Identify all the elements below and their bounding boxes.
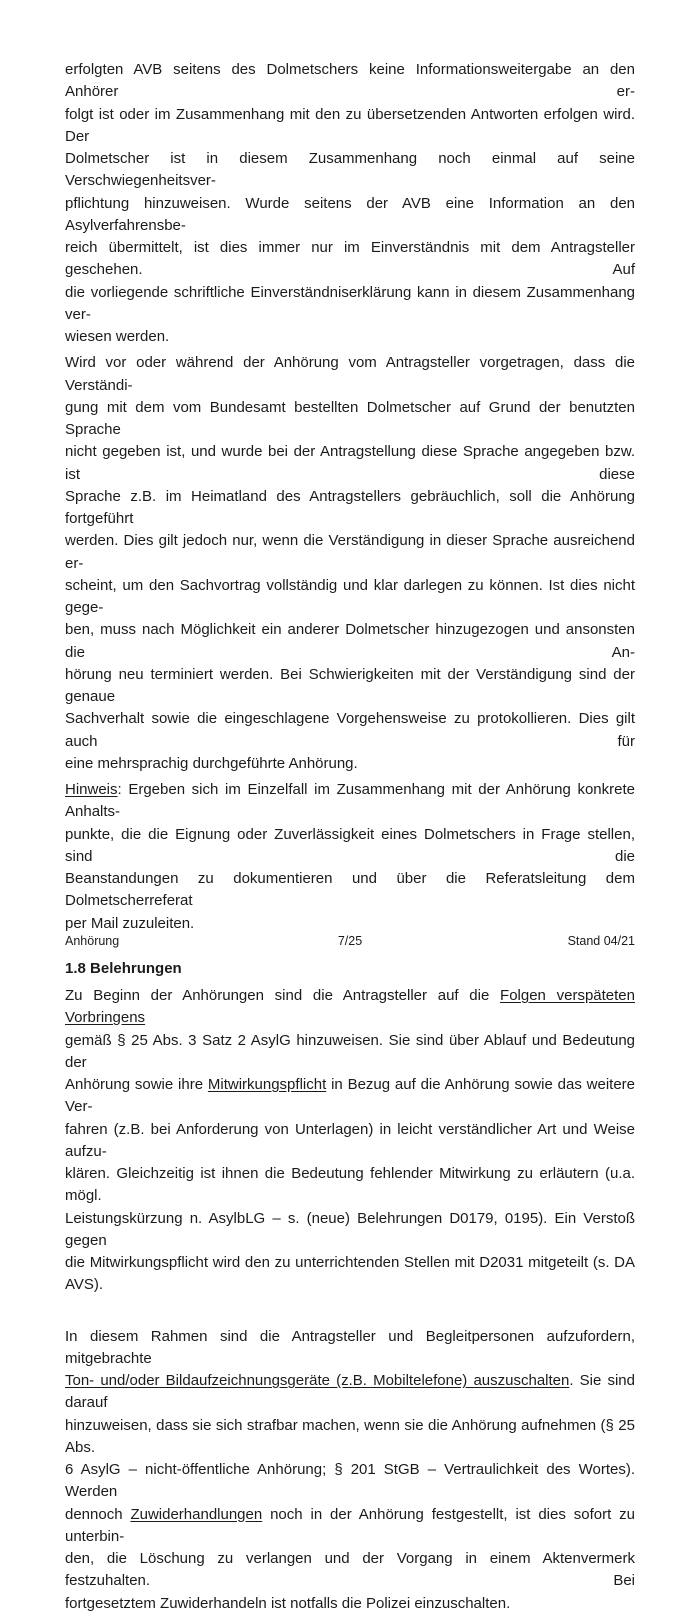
text-segment: scheint, um den Sachvortrag vollständig und klar darlegen zu können. Ist dies nicht gege- — [65, 576, 635, 616]
text-segment: Beanstandungen zu dokumentieren und über die Referatsleitung dem Dolmetscherreferat — [65, 870, 635, 910]
text-line — [65, 1074, 635, 1119]
paragraph-hinweis-dolmetscher-eignung — [65, 779, 635, 935]
underlined-text-segment: Mitwirkungspflicht — [207, 1076, 327, 1093]
text-segment: dennoch — [65, 1505, 131, 1523]
text-line — [65, 1326, 635, 1371]
text-segment: punkte, die die Eignung oder Zuverlässigkeit eines Dolmetschers in Frage stellen, sind die — [65, 825, 635, 865]
text-line — [65, 193, 635, 238]
footer-page-number: 7/25 — [337, 934, 363, 948]
text-segment: in Bezug auf die Anhörung sowie das weitere Ver- — [65, 1076, 635, 1116]
text-line — [65, 575, 635, 620]
text-segment: fahren (z.B. bei Anforderung von Unterlagen) in leicht verständlicher Art und Weise aufzu- — [65, 1120, 635, 1160]
text-segment: Zu Beginn der Anhörungen sind die Antragsteller auf die — [65, 987, 501, 1004]
text-segment: nicht gegeben ist, und wurde bei der Antragstellung diese Sprache angegeben bzw. ist diese — [65, 443, 635, 483]
paragraph-recording-devices — [65, 1326, 635, 1615]
underlined-text-segment: Folgen verspäteten Vorbringens — [65, 987, 635, 1027]
text-line — [65, 1370, 635, 1415]
text-segment: werden. Dies gilt jedoch nur, wenn die Verständigung in dieser Sprache ausreichend er- — [65, 532, 635, 572]
text-segment: wiesen werden. — [65, 328, 170, 345]
paragraph-avb-verschwiegenheit — [65, 59, 635, 348]
text-segment: die Mitwirkungspflicht wird den zu unterrichtenden Stellen mit D2031 mitgeteilt (s. DA AVS). — [65, 1254, 635, 1294]
text-line — [65, 913, 635, 935]
text-line — [65, 1548, 635, 1593]
text-line — [65, 958, 635, 980]
heading-1-8-belehrungen — [65, 958, 635, 980]
text-segment: Dolmetscher ist in diesem Zusammenhang noch einmal auf seine Verschwiegenheitsver- — [65, 150, 635, 190]
text-segment: gemäß § 25 Abs. 3 Satz 2 AsylG hinzuweisen. Sie sind über Ablauf und Bedeutung der — [65, 1031, 635, 1071]
text-segment: fortgesetztem Zuwiderhandeln ist notfalls die Polizei einzuschalten. — [65, 1594, 511, 1612]
text-segment: den, die Löschung zu verlangen und der Vorgang in einem Aktenvermerk festzuhalten. Bei — [65, 1550, 635, 1590]
text-segment: Anhörung sowie ihre — [65, 1076, 208, 1093]
text-line — [65, 779, 635, 824]
text-line — [65, 441, 635, 486]
text-segment: hörung neu terminiert werden. Bei Schwierigkeiten mit der Verständigung sind der genaue — [65, 665, 635, 705]
text-segment: gung mit dem vom Bundesamt bestellten Dolmetscher auf Grund der benutzten Sprache — [65, 398, 635, 438]
text-line — [65, 1459, 635, 1504]
text-line — [65, 282, 635, 327]
text-line — [65, 708, 635, 753]
text-line — [65, 237, 635, 282]
text-segment: pflichtung hinzuweisen. Wurde seitens der AVB eine Information an den Asylverfahrensbe- — [65, 194, 635, 234]
paragraph-belehrungen-mitwirkungspflicht — [65, 985, 635, 1297]
text-segment: Sachverhalt sowie die eingeschlagene Vorgehensweise zu protokollieren. Dies gilt auch für — [65, 710, 635, 750]
text-segment: reich übermittelt, ist dies immer nur im Einverständnis mit dem Antragsteller geschehen. Auf — [65, 239, 635, 279]
text-segment: ben, muss nach Möglichkeit ein anderer Dolmetscher hinzugezogen und ansonsten die An- — [65, 621, 635, 661]
text-line — [65, 1593, 635, 1615]
text-segment: Leistungskürzung n. AsylbLG – s. (neue) Belehrungen D0179, 0195). Ein Verstoß gegen — [65, 1209, 635, 1249]
text-segment: klären. Gleichzeitig ist ihnen die Bedeutung fehlender Mitwirkung zu erläutern (u.a. mögl. — [65, 1165, 635, 1205]
text-line — [65, 1252, 635, 1297]
text-line — [65, 530, 635, 575]
text-line — [65, 868, 635, 913]
text-line — [65, 104, 635, 149]
text-line — [65, 352, 635, 397]
text-line — [65, 148, 635, 193]
text-segment: noch in der Anhörung festgestellt, ist dies sofort zu unterbin- — [65, 1505, 635, 1545]
text-segment: 6 AsylG – nicht-öffentliche Anhörung; § 201 StGB – Vertraulichkeit des Wortes). Werden — [65, 1461, 635, 1501]
text-line — [65, 1119, 635, 1164]
footer-version-date: Stand 04/21 — [567, 934, 635, 948]
underlined-text-segment: Ton- und/oder Bildaufzeichnungsgeräte (z.B. Mobiltelefone) auszuschalten — [65, 1372, 570, 1389]
text-line — [65, 1163, 635, 1208]
text-segment: . Sie sind darauf — [65, 1372, 635, 1412]
text-segment: Wird vor oder während der Anhörung vom Antragsteller vorgetragen, dass die Verständi- — [65, 354, 635, 394]
text-line — [65, 397, 635, 442]
text-segment: : Ergeben sich im Einzelfall im Zusammenhang mit der Anhörung konkrete Anhalts- — [65, 781, 635, 821]
text-line — [65, 1030, 635, 1075]
text-segment: 1.8 Belehrungen — [65, 959, 182, 977]
text-segment: die vorliegende schriftliche Einverständniserklärung kann in diesem Zusammenhang ver- — [65, 283, 635, 323]
text-line — [65, 619, 635, 664]
text-segment: eine mehrsprachig durchgeführte Anhörung. — [65, 754, 358, 772]
text-segment: Sprache z.B. im Heimatland des Antragstellers gebräuchlich, soll die Anhörung fortgeführt — [65, 487, 635, 527]
underlined-text-segment: Zuwiderhandlungen — [130, 1505, 263, 1523]
text-segment: hinzuweisen, dass sie sich strafbar machen, wenn sie die Anhörung aufnehmen (§ 25 Abs. — [65, 1416, 635, 1456]
text-line — [65, 486, 635, 531]
page-footer — [65, 933, 635, 950]
text-line — [65, 824, 635, 869]
underlined-text-segment: Hinweis — [65, 781, 118, 798]
text-line — [65, 326, 635, 348]
text-segment: In diesem Rahmen sind die Antragsteller und Begleitpersonen aufzufordern, mitgebrachte — [65, 1327, 635, 1367]
text-line — [65, 1415, 635, 1460]
text-line — [65, 59, 635, 104]
footer-document-title: Anhörung — [65, 934, 120, 948]
text-line — [65, 664, 635, 709]
text-segment: per Mail zuzuleiten. — [65, 914, 195, 932]
text-line — [65, 753, 635, 775]
text-line — [65, 1208, 635, 1253]
document-body — [65, 59, 635, 1619]
paragraph-verstaendigung-sprache — [65, 352, 635, 775]
text-line — [65, 1504, 635, 1549]
text-segment: folgt ist oder im Zusammenhang mit den zu übersetzenden Antworten erfolgen wird. Der — [65, 105, 635, 145]
text-line — [65, 985, 635, 1030]
text-segment: erfolgten AVB seitens des Dolmetschers keine Informationsweitergabe an den Anhörer er- — [65, 61, 635, 101]
